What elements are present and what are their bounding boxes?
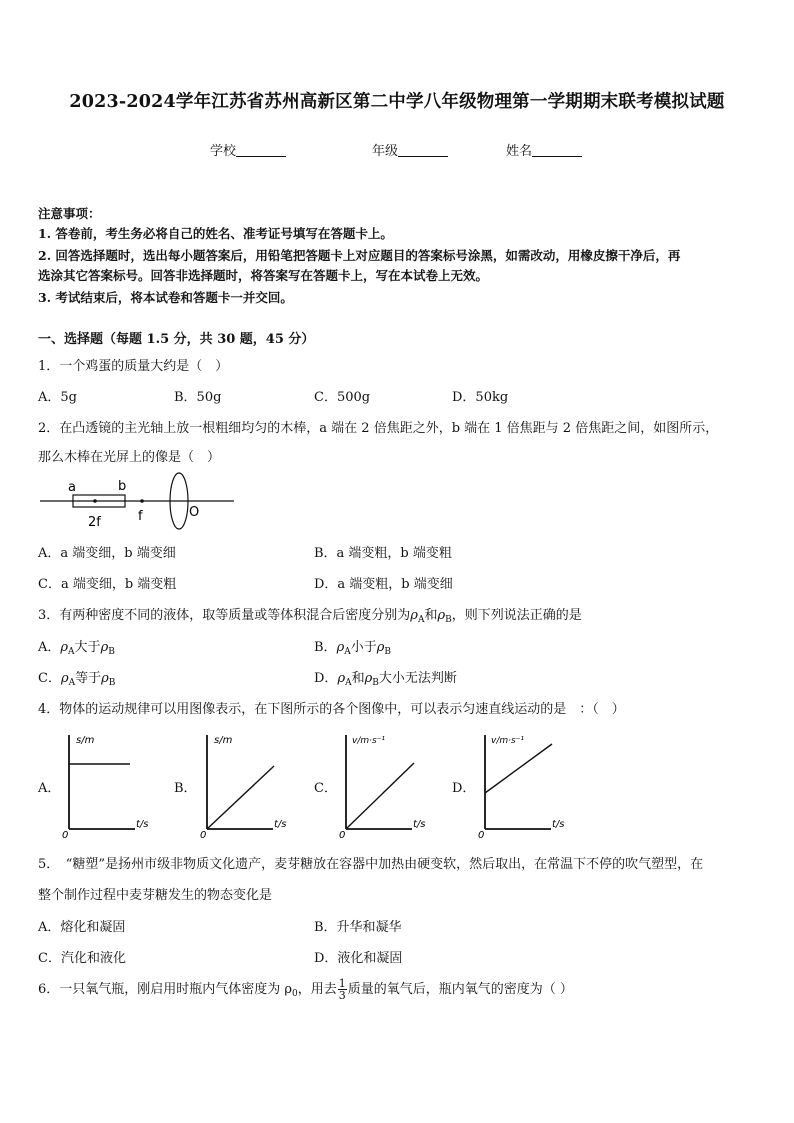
section-heading: 一、选择题（每题 1.5 分，共 30 题，45 分） [38, 332, 315, 347]
q4-option-b[interactable]: B． [174, 781, 197, 796]
q4-stem: 4．物体的运动规律可以用图像表示，在下图所示的各个图像中，可以表示匀速直线运动的是 ：（ ） [38, 702, 625, 717]
q4-option-c[interactable]: C． [314, 781, 337, 796]
school-label: 学校 [210, 144, 237, 159]
name-label: 姓名 [506, 144, 533, 159]
q2-option-b[interactable]: B．a 端变粗，b 端变粗 [314, 546, 452, 561]
grade-field [372, 140, 448, 159]
q4-graph-a [60, 730, 156, 840]
y-axis-label: v/m·s⁻¹ [352, 736, 386, 746]
q3-option-c[interactable]: C．$\rho_A$等于$\rho_B$ [38, 671, 116, 688]
label-2f: 2f [88, 515, 101, 530]
point-2f [93, 499, 97, 503]
fraction-one-third: $\frac{1}{3}$ [338, 977, 346, 1002]
page-title: 2023-2024学年江苏省苏州高新区第二中学八年级物理第一学期期末联考模拟试题 [69, 92, 725, 112]
q2-option-c[interactable]: C．a 端变细，b 端变粗 [38, 577, 177, 592]
y-axis-label: s/m [76, 735, 95, 746]
name-blank[interactable] [532, 144, 582, 157]
school-field [210, 140, 286, 159]
q4-option-a[interactable]: A． [38, 781, 61, 796]
q4-graph-c [337, 730, 433, 840]
q2-stem-line1: 2．在凸透镜的主光轴上放一根粗细均匀的木棒，a 端在 2 倍焦距之外，b 端在 1 倍焦距与 2 倍焦距之间，如图所示， [38, 421, 719, 436]
name-field [506, 140, 582, 159]
notice-item: 选涂其它答案标号。回答非选择题时，将答案写在答题卡上，写在本试卷上无效。 [38, 268, 489, 283]
q3-option-b[interactable]: B．$\rho_A$小于$\rho_B$ [314, 640, 392, 657]
q5-option-a[interactable]: A．熔化和凝固 [38, 920, 126, 935]
x-axis-label: t/s [552, 819, 565, 830]
q1-option-b[interactable]: B．50g [174, 390, 222, 405]
q5-option-c[interactable]: C．汽化和液化 [38, 951, 126, 966]
q1-option-a[interactable]: A．5g [38, 390, 77, 405]
x-axis-label: t/s [136, 819, 149, 830]
q5-option-d[interactable]: D．液化和凝固 [314, 951, 403, 966]
label-b: b [118, 479, 127, 494]
q4-option-d[interactable]: D． [452, 781, 476, 796]
q2-option-a[interactable]: A．a 端变细，b 端变细 [38, 546, 176, 561]
notice-heading: 注意事项： [38, 206, 101, 221]
q5-stem-line2: 整个制作过程中麦芽糖发生的物态变化是 [38, 888, 273, 903]
q3-option-d[interactable]: D．$\rho_A$和$\rho_B$大小无法判断 [314, 671, 457, 688]
origin-label: 0 [62, 830, 69, 840]
notice-item: 3. 考试结束后，将本试卷和答题卡一并交回。 [38, 290, 293, 305]
q4-graph-b [198, 730, 294, 840]
graph-line [485, 744, 552, 793]
notice-item: 2. 回答选择题时，选出每小题答案后，用铅笔把答题卡上对应题目的答案标号涂黑，如需改动，用橡皮擦干净后，再 [38, 248, 681, 263]
origin-label: 0 [200, 830, 207, 840]
notice-item: 1. 答卷前，考生务必将自己的姓名、准考证号填写在答题卡上。 [38, 226, 393, 241]
q1-stem: 1．一个鸡蛋的质量大约是（ ） [38, 359, 229, 374]
q5-option-b[interactable]: B．升华和凝华 [314, 920, 402, 935]
q1-option-d[interactable]: D．50kg [452, 390, 509, 405]
x-axis-label: t/s [274, 819, 287, 830]
graph-line [207, 766, 274, 829]
x-axis-label: t/s [413, 819, 426, 830]
q2-lens-figure [38, 470, 238, 532]
q6-stem: 6．一只氧气瓶，刚启用时瓶内气体密度为 $\rho_0$，用去 $\frac{1}{3}$ 质量的氧气后，瓶内氧气的密度为（ ） [38, 977, 573, 1002]
y-axis-label: v/m·s⁻¹ [491, 736, 525, 746]
q1-option-c[interactable]: C．500g [314, 390, 371, 405]
grade-label: 年级 [372, 144, 399, 159]
label-o: O [189, 505, 200, 520]
y-axis-label: s/m [214, 735, 233, 746]
q5-stem-line1: 5． “糖塑”是扬州市级非物质文化遗产，麦芽糖放在容器中加热由硬变软，然后取出，在常温下不停的吹气塑型，在 [38, 857, 704, 872]
school-blank[interactable] [236, 144, 286, 157]
q3-stem: 3．有两种密度不同的液体，取等质量或等体积混合后密度分别为$\rho_A$和$\rho_B$，则下列说法正确的是 [38, 608, 582, 625]
grade-blank[interactable] [398, 144, 448, 157]
label-a: a [68, 480, 76, 495]
origin-label: 0 [339, 830, 346, 840]
origin-label: 0 [478, 830, 485, 840]
q4-graph-d [476, 730, 572, 840]
q2-stem-line2: 那么木棒在光屏上的像是（ ） [38, 450, 221, 465]
q3-option-a[interactable]: A．$\rho_A$大于$\rho_B$ [38, 640, 115, 657]
label-f: f [138, 509, 143, 524]
graph-line [346, 763, 414, 829]
q2-option-d[interactable]: D．a 端变粗，b 端变细 [314, 577, 453, 592]
point-f [140, 499, 144, 503]
